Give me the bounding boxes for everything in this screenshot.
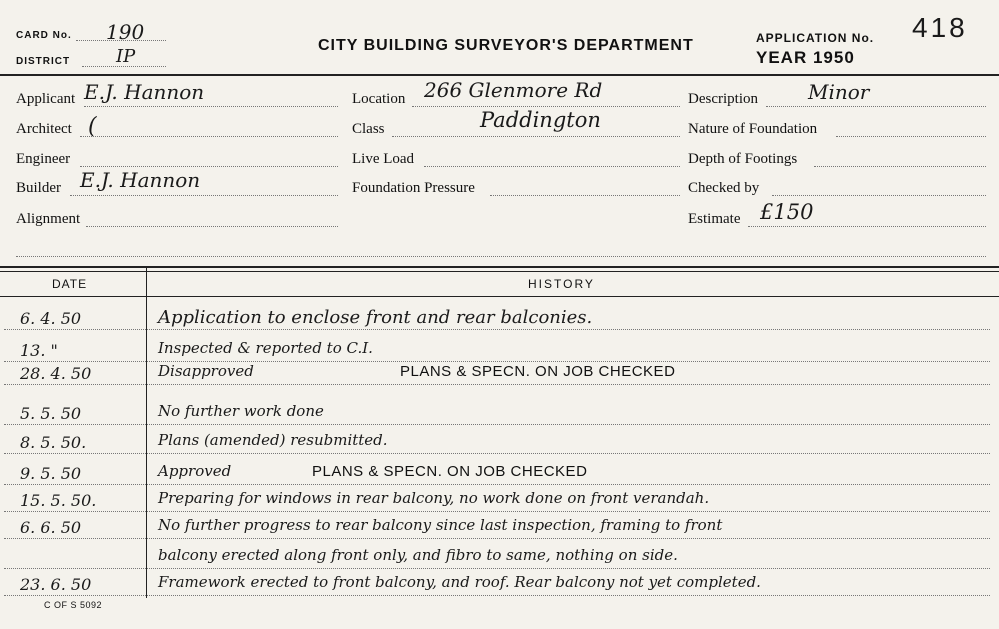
checked-stamp: PLANS & SPECN. ON JOB CHECKED (400, 363, 676, 380)
history-row-line (4, 595, 990, 596)
year-label: YEAR 1950 (756, 48, 855, 67)
history-header: HISTORY (528, 277, 595, 291)
history-date: 13. " (20, 341, 58, 360)
applicant-label: Applicant (16, 91, 76, 107)
estimate-label: Estimate (688, 211, 741, 227)
history-entry: Application to enclose front and rear balconies. (158, 307, 593, 328)
architect-mark: ( (88, 114, 97, 139)
history-date: 28. 4. 50 (20, 364, 92, 383)
applicant-value: E.J. Hannon (84, 80, 205, 104)
department-title: CITY BUILDING SURVEYOR'S DEPARTMENT (318, 37, 694, 54)
history-row-line (4, 484, 990, 485)
history-entry: No further work done (158, 402, 324, 420)
history-row-line (4, 361, 990, 362)
history-entry: Disapproved (158, 362, 254, 380)
architect-label: Architect (16, 121, 72, 137)
depth-of-footings-label: Depth of Footings (688, 151, 798, 167)
history-date: 6. 4. 50 (20, 309, 82, 328)
live-load-label: Live Load (352, 151, 415, 167)
application-no-label: APPLICATION No. (756, 31, 875, 45)
history-row-line (4, 538, 990, 539)
location-value: 266 Glenmore Rd (424, 78, 603, 102)
history-row-line (4, 453, 990, 454)
checked-by-label: Checked by (688, 180, 760, 196)
history-date: 9. 5. 50 (20, 464, 82, 483)
date-column-divider (146, 268, 147, 598)
history-date: 6. 6. 50 (20, 518, 82, 537)
history-entry: Preparing for windows in rear balcony, no work done on front verandah. (158, 489, 710, 507)
district-value: IP (116, 46, 136, 67)
history-header-rule (0, 296, 999, 297)
date-header: DATE (52, 277, 88, 291)
history-entry: No further progress to rear balcony since last inspection, framing to front (158, 516, 723, 534)
history-entry: Plans (amended) resubmitted. (158, 431, 388, 449)
history-row-line (4, 568, 990, 569)
history-entry: balcony erected along front only, and fibro to same, nothing on side. (158, 546, 678, 564)
history-date: 15. 5. 50. (20, 491, 97, 510)
nature-of-foundation-label: Nature of Foundation (688, 121, 818, 137)
history-entry: Framework erected to front balcony, and roof. Rear balcony not yet completed. (158, 573, 761, 591)
class-value: Paddington (480, 108, 601, 132)
description-label: Description (688, 91, 758, 107)
header-divider (0, 74, 999, 76)
form-number: C OF S 5092 (44, 600, 103, 610)
card-no-label: CARD No. (16, 30, 72, 41)
history-date: 5. 5. 50 (20, 404, 82, 423)
location-label: Location (352, 91, 406, 107)
alignment-label: Alignment (16, 211, 81, 227)
engineer-label: Engineer (16, 151, 71, 167)
history-date: 23. 6. 50 (20, 575, 92, 594)
history-row-line (4, 424, 990, 425)
checked-stamp: PLANS & SPECN. ON JOB CHECKED (312, 463, 588, 480)
description-value: Minor (808, 80, 870, 104)
district-label: DISTRICT (16, 56, 71, 67)
history-top-rule (0, 266, 999, 268)
builder-value: E.J. Hannon (80, 168, 201, 192)
card-no-value: 190 (106, 20, 145, 44)
foundation-pressure-label: Foundation Pressure (352, 180, 475, 196)
history-row-line (4, 329, 990, 330)
estimate-value: £150 (760, 200, 814, 224)
builder-label: Builder (16, 180, 61, 196)
class-label: Class (352, 121, 385, 137)
application-no-value: 418 (912, 12, 968, 43)
history-entry: Approved (158, 462, 232, 480)
history-row-line (4, 511, 990, 512)
history-entry: Inspected & reported to C.I. (158, 339, 373, 357)
history-date: 8. 5. 50. (20, 433, 87, 452)
history-row-line (4, 384, 990, 385)
